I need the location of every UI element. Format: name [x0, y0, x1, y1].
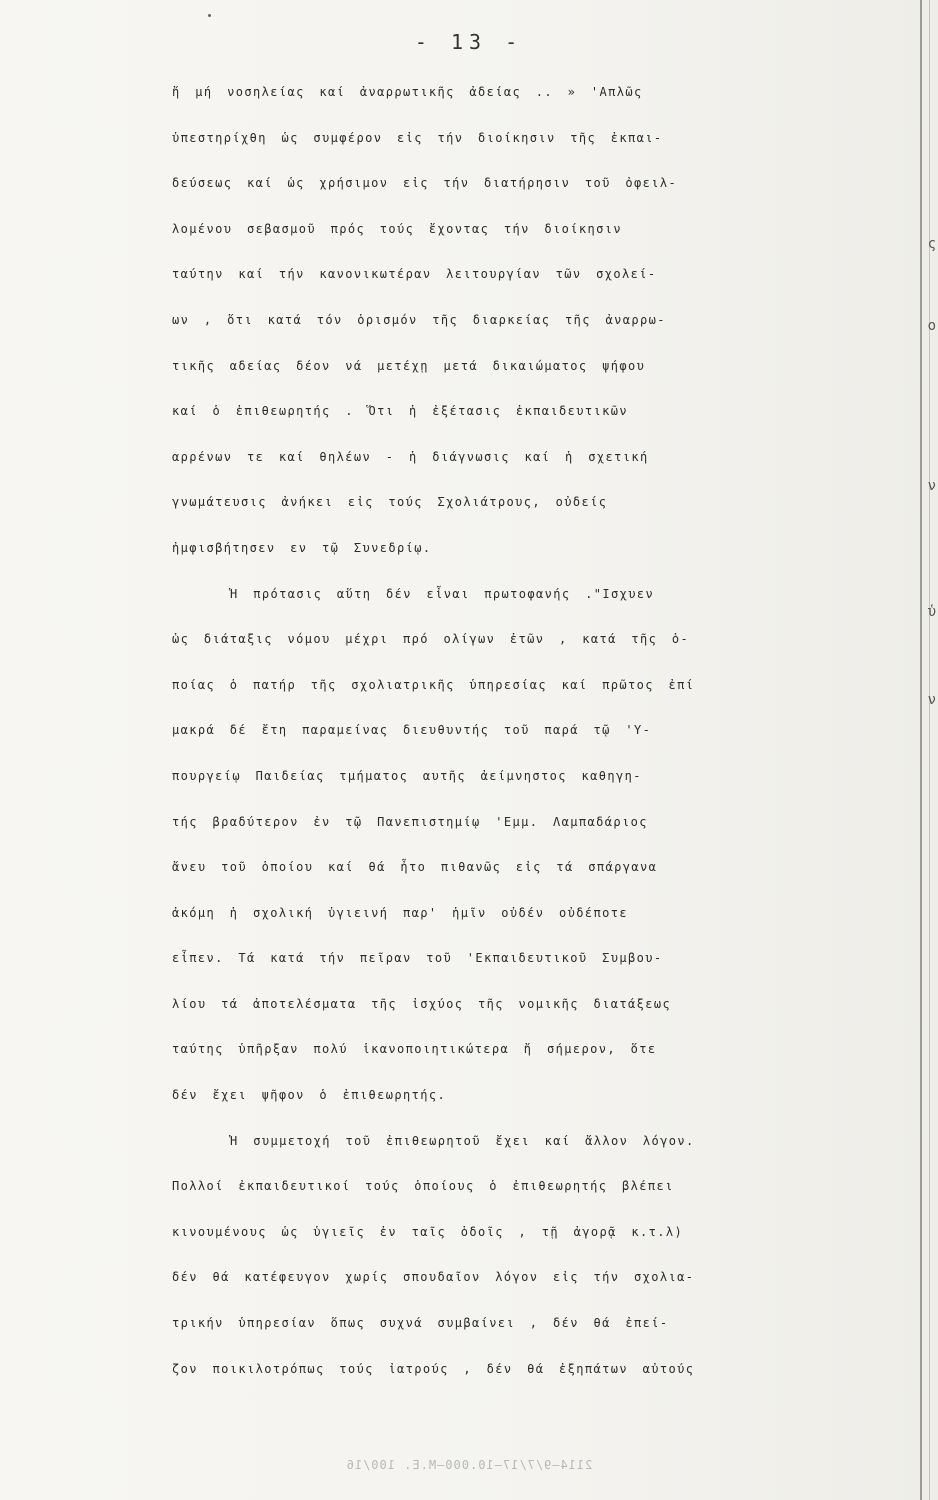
text-line: ων , ὅτι κατά τόν ὁρισμόν τῆς διαρκείας τῆς ἀναρρω- — [172, 312, 666, 327]
text-line: εἶπεν. Τά κατά τήν πεῖραν τοῦ 'Εκπαιδευτικοῦ Συμβου- — [172, 951, 663, 966]
edge-fragment: ν — [927, 692, 936, 708]
speck-mark — [208, 14, 211, 17]
text-line: δέν ἔχει ψῆφον ὁ ἐπιθεωρητής. — [172, 1088, 447, 1103]
text-line: ἠμφισβήτησεν εν τῷ Συνεδρίῳ. — [172, 540, 432, 555]
typed-text-body — [172, 70, 912, 1392]
page-number: - 13 - — [414, 30, 524, 54]
text-line: ταύτην καί τήν κανονικωτέραν λειτουργίαν τῶν σχολεί- — [172, 267, 657, 282]
page-edge-line-secondary — [929, 0, 930, 1500]
text-line: γνωμάτευσις ἀνήκει εἰς τούς Σχολιάτρους, οὐδείς — [172, 495, 608, 510]
edge-fragment: ο — [927, 318, 936, 334]
text-line: ἀκόμη ἡ σχολική ὑγιεινή παρ' ἡμῖν οὐδέν οὐδέποτε — [172, 905, 628, 920]
text-line: ὑπεστηρίχθη ὡς συμφέρον εἰς τήν διοίκησιν τῆς ἐκπαι- — [172, 130, 663, 145]
text-line: καί ὁ ἐπιθεωρητής . Ὅτι ἡ ἐξέτασις ἐκπαιδευτικῶν — [172, 404, 628, 419]
text-line: λίου τά ἀποτελέσματα τῆς ἰσχύος τῆς νομικῆς διατάξεως — [172, 996, 672, 1011]
text-line: τικῆς αδείας δέον νά μετέχῃ μετά δικαιώματος ψήφου — [172, 358, 646, 373]
text-line: τής βραδύτερον ἐν τῷ Πανεπιστημίῳ 'Εμμ. Λαμπαδάριος — [172, 814, 648, 829]
text-line: ποίας ὁ πατήρ τῆς σχολιατρικῆς ὑπηρεσίας καί πρῶτος ἐπί — [172, 677, 695, 692]
edge-fragment: ὑ — [927, 604, 936, 620]
bleed-through-footer-stamp: 2114—9/7/17—10.000—Μ.Ε. 100/16 — [345, 1458, 593, 1472]
text-line: ἤ μή νοσηλείας καί ἀναρρωτικῆς ἀδείας .. » 'Απλῶς — [172, 85, 643, 99]
text-line: ὡς διάταξις νόμου μέχρι πρό ολίγων ἐτῶν , κατά τῆς ὁ- — [172, 632, 690, 647]
text-line: ζον ποικιλοτρόπως τούς ἰατρούς , δέν θά ἐξηπάτων αὐτούς — [172, 1361, 695, 1376]
page-edge-line — [920, 0, 922, 1500]
text-line: κινουμένους ὡς ὑγιεῖς ἐν ταῖς ὁδοῖς , τῇ ἀγορᾷ κ.τ.λ) — [172, 1224, 684, 1239]
text-line: δεύσεως καί ὡς χρήσιμον εἰς τήν διατήρησιν τοῦ ὀφειλ- — [172, 176, 678, 191]
edge-fragment: ν — [927, 478, 936, 494]
text-line: μακρά δέ ἔτη παραμείνας διευθυντής τοῦ παρά τῷ 'Υ- — [172, 723, 652, 738]
text-line: λομένου σεβασμοῦ πρός τούς ἔχοντας τήν διοίκησιν — [172, 221, 622, 236]
text-line: ἄνευ τοῦ ὁποίου καί θά ἦτο πιθανῶς εἰς τά σπάργανα — [172, 860, 658, 875]
text-line: αρρένων τε καί θηλέων - ἡ διάγνωσις καί ἡ σχετική — [172, 449, 649, 464]
text-line: πουργείῳ Παιδείας τμήματος αυτῆς ἀείμνηστος καθηγη- — [172, 768, 642, 783]
paragraph-start-line: Ἡ συμμετοχή τοῦ ἐπιθεωρητοῦ ἔχει καί ἄλλον λόγον. — [230, 1133, 695, 1148]
text-line: ταύτης ὑπῆρξαν πολύ ἱκανοποιητικώτερα ἤ σήμερον, ὅτε — [172, 1042, 657, 1057]
text-line: τρικήν ὑπηρεσίαν ὅπως συχνά συμβαίνει , δέν θά ἐπεί- — [172, 1316, 669, 1331]
paragraph-start-line: Ἡ πρότασις αὕτη δέν εἶναι πρωτοφανής ."Ισχυεν — [230, 586, 655, 601]
edge-fragment: ς — [927, 236, 936, 252]
text-line: Πολλοί ἐκπαιδευτικοί τούς ὁποίους ὁ ἐπιθεωρητής βλέπει — [172, 1179, 674, 1194]
text-line: δέν θά κατέφευγον χωρίς σπουδαῖον λόγον εἰς τήν σχολια- — [172, 1270, 695, 1285]
